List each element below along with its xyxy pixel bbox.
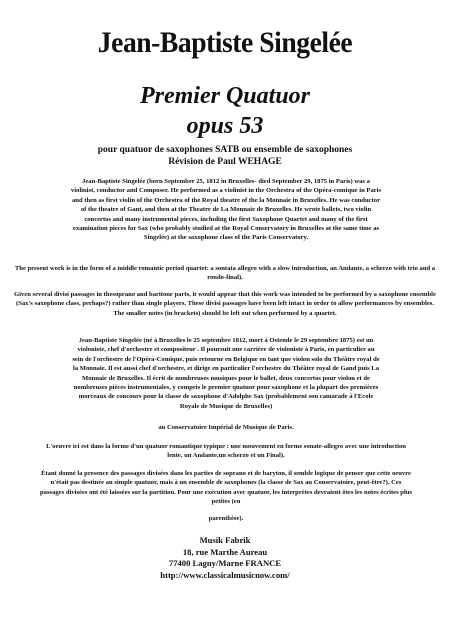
biography-french-tail: au Conservatoire Impérial de Musique de Paris. bbox=[158, 424, 294, 431]
biography-english: Jean-Baptiste Singelée (born September 25, 1812 in Bruxelles- died September 29, 1875 in Paris) was a violinist, conductor and Composer. He performed as a violinist in the Orchestra of the Opéra-comique in Paris and then as first violin of the Orchestra of the Royal theatre of the la Monnaie in Bruxelles. He was conductor of the theatre of Gant, and then at the Theatre de La Monnaie de Bruxelles. He wrote ballets, two violin concertos and many instrumental pieces, including the first Saxophone Quartet and many of the first examination pieces for Sax (who probably studied at the Royal Conservatory in Bruxelles at the same time as Singelée) at the saxophone class of the Paris Conservatory. bbox=[70, 178, 382, 242]
publisher-block bbox=[0, 535, 450, 581]
divisi-note-french: Étant donné la presence des passages divisées dans les parties de soprano et de baryton, il semble logique de penser que cette oeuvre n'était pas destinée au simple quatuor, mais à un ensemble de saxophones (la classe de Sax au Conservatoire, peut-être?). Ces passages divisées ont été laissées sur la partition. Pour une exécution avec quatuor, les interprètes devraient ôtes les notes écrites plus petites (en bbox=[39, 470, 413, 506]
revision-line: Révision de Paul WEHAGE bbox=[168, 157, 282, 167]
work-title: Premier Quatuor bbox=[139, 83, 310, 109]
form-description-french: L'oeuvre ici est dans la forme d'un quatuor romantique typique : une mouvement en forme sonate-allegro avec une introduction lente, un Andante,un scherzo et un Final). bbox=[46, 443, 406, 460]
divisi-note-english: Given several divisi passages in thesoprano and baritone parts, it would appear that this work was intended to be performed by a saxophone ensemble (Sax's saxophone class, perhaps?) rather than single players. These divisi passages have been left intact in order to allow performances by ensembles. The smaller notes (in brackets) should be left out when performed by a quartet. bbox=[14, 291, 436, 317]
publisher-url[interactable]: http://www.classicalmusicnow.com/ bbox=[160, 569, 290, 580]
publisher-name: Musik Fabrik bbox=[199, 535, 251, 545]
form-description-english: The present work is in the form of a middle romantic period quartet: a sontata allegro with a slow introduction, an Andante, a scherzo with trio and a rondo-final). bbox=[14, 265, 436, 282]
biography-french: Jean-Baptiste Singelée (né à Bruxelles le 25 septembre 1812, mort à Ostende le 29 septembre 1875) est un violoniste, chef d'orchestre et compositeur . Il poursuit une carrière de violoniste à Paris, en particulier au sein de l'orchestre de l'Opéra-Comique, puis retourne en Belgique en tant que violon solo du Théâtre royal de la Monnaie. Il est aussi chef d'orchestre, et dirige en particulier l'orchestre du Théâtre royal de Gand puis La Monnaie de Bruxelles. Il écrit de nombreuses musiques pour le ballet, deux concertos pour violon et de nombreuses pièces instrumentales, y compris le premier quatuor pour saxophone et la plupart des premières morceaux de concours pour la classe de saxophone d'Adolphe Sax (probablement son camarade à l'Ecole Royale de Musique de Bruxelles) bbox=[72, 337, 380, 410]
opus-number: opus 53 bbox=[186, 113, 264, 139]
divisi-note-french-tail: parenthèse). bbox=[208, 515, 244, 522]
scoring-line: pour quatuor de saxophones SATB ou ensemble de saxophones bbox=[97, 145, 353, 155]
publisher-street: 18, rue Marthe Aureau bbox=[182, 546, 268, 557]
composer-name: Jean-Baptiste Singelée bbox=[97, 26, 353, 59]
publisher-city: 77400 Lagny/Marne FRANCE bbox=[168, 558, 282, 568]
